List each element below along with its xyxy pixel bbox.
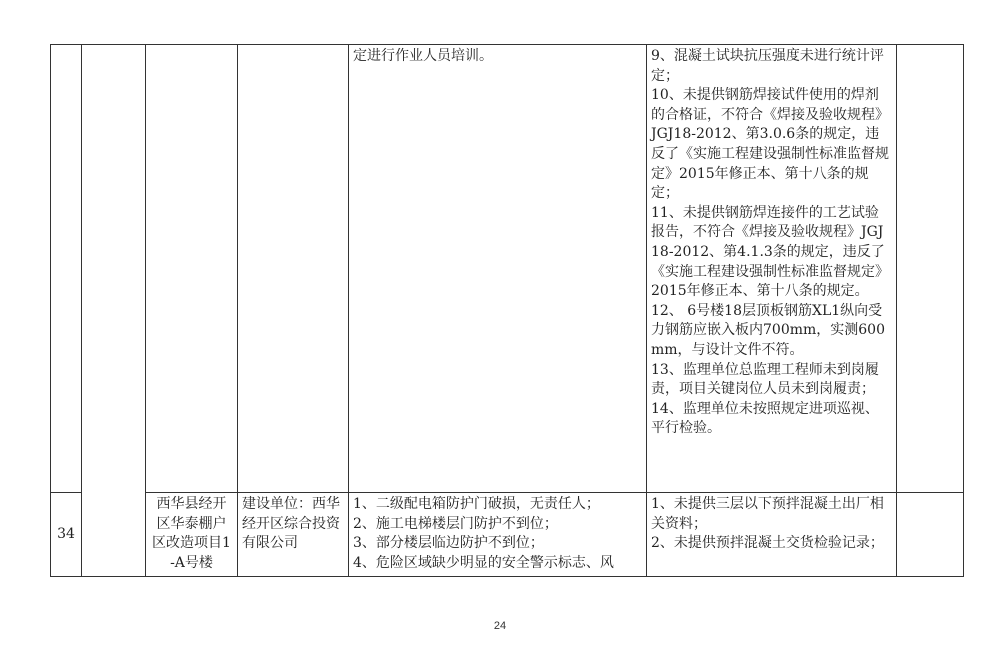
row2-measure-item: 2、施工电梯楼层门防护不到位； <box>353 515 558 532</box>
inspection-table <box>50 44 964 577</box>
row1-problem-item: 9、混凝土试块抗压强度未进行统计评定； <box>651 48 884 84</box>
row2-index-cell <box>51 493 82 577</box>
row2-problem-item: 2、未提供预拌混凝土交货检验记录； <box>651 535 884 552</box>
row1-problem-item: 13、监理单位总监理工程师未到岗履责，项目关键岗位人员未到岗履责； <box>651 361 879 398</box>
row2-measure-item: 4、危险区域缺少明显的安全警示标志、风 <box>353 554 614 571</box>
row1-remarks-cell <box>897 45 964 493</box>
row2-remarks-cell <box>897 493 964 577</box>
row1-measures-text: 定进行作业人员培训。 <box>353 48 493 64</box>
row2-project-cell <box>146 493 238 577</box>
row2-problems-cell <box>647 493 897 577</box>
row1-project-cell <box>146 45 238 493</box>
row1-problem-item: 10、未提供钢筋焊接试件使用的焊剂的合格证，不符合《焊接及验收规程》JGJ18-2012、第3.0.6条的规定，违反了《实施工程建设强制性标准监督规定》2015年修正本、第十八条的规定； <box>651 87 889 202</box>
row1-unit-cell <box>238 45 349 493</box>
row1-col2-cell <box>82 45 146 577</box>
responsible-unit: 建设单位：西华经开区综合投资有限公司 <box>242 496 340 552</box>
row1-problem-item: 12、 6号楼18层顶板钢筋XL1纵向受力钢筋应嵌入板内700mm，实测600mm，与设计文件不符。 <box>651 302 885 358</box>
page-number: 24 <box>493 620 507 632</box>
row1-problems-cell <box>647 45 897 493</box>
row1-index-cell <box>51 45 82 493</box>
row-number: 34 <box>57 525 75 542</box>
row2-measures-cell <box>349 493 647 577</box>
row1-measures-cell <box>349 45 647 493</box>
project-name: 西华县经开区华泰棚户区改造项目1-A号楼 <box>152 496 231 571</box>
row2-measure-item: 3、部分楼层临边防护不到位； <box>353 535 544 552</box>
row1-problem-item: 14、监理单位未按照规定进项巡视、平行检验。 <box>651 400 879 437</box>
row2-unit-cell <box>238 493 349 577</box>
row2-measure-item: 1、二级配电箱防护门破损，无责任人； <box>353 496 600 512</box>
row1-problem-item: 11、未提供钢筋焊连接件的工艺试验报告，不符合《焊接及验收规程》JGJ18-2012、第4.1.3条的规定，违反了《实施工程建设强制性标准监督规定》2015年修正本、第十八条的规定。 <box>651 204 889 300</box>
row2-problem-item: 1、未提供三层以下预拌混凝土出厂相关资料； <box>651 496 884 532</box>
